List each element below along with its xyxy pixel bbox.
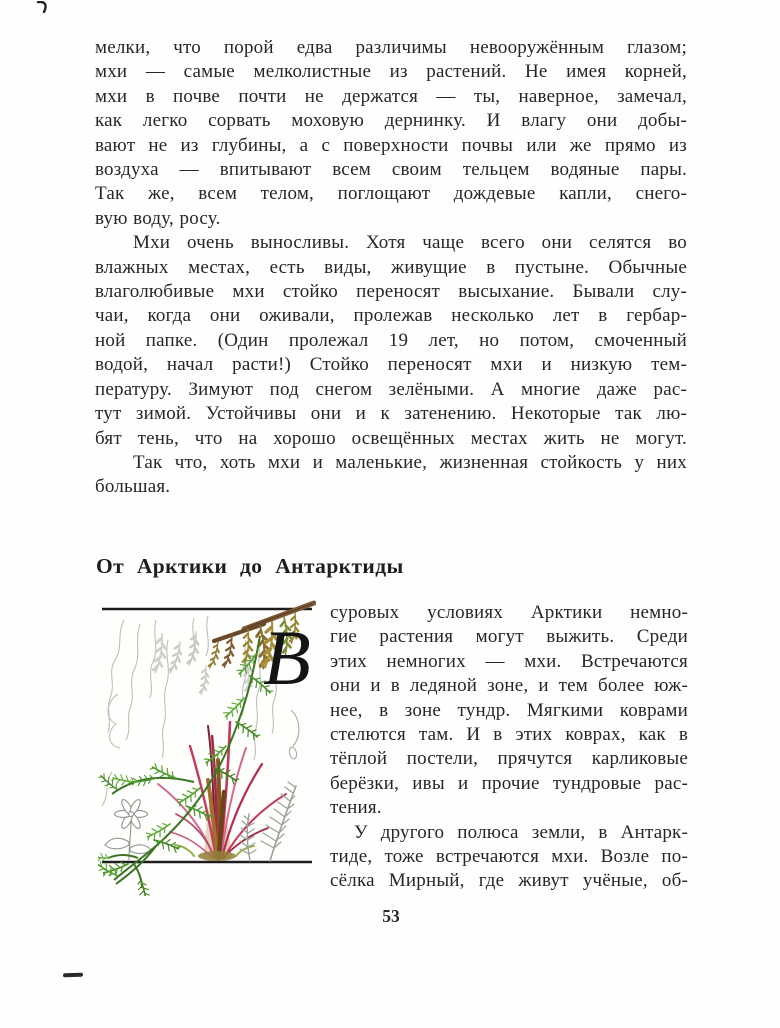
text-line: мелки, что порой едва различимы невооружённым глазом; <box>95 37 687 58</box>
text-line: бят тень, что на хорошо освещённых местах жить не могут. <box>95 427 687 449</box>
paragraph-3 <box>95 451 687 500</box>
text-line: влаголюбивые мхи стойко переносят высыхание. Бывали слу- <box>95 281 687 303</box>
text-line: вают не из глубины, а с поверхности почвы или же прямо из <box>95 134 687 156</box>
scan-artifact-bottom <box>63 973 83 978</box>
text-line: стелются там. И в этих коврах, как в <box>330 724 688 746</box>
text-line: этих немногих — мхи. Встречаются <box>330 650 688 672</box>
scan-artifact-top <box>36 0 50 18</box>
red-grass-tuft <box>158 722 286 861</box>
text-line: суровых условиях Арктики немно- <box>330 602 688 623</box>
text-line: тения. <box>330 797 382 819</box>
text-line: мхи в почве почти не держатся — ты, наверное, замечал, <box>95 85 687 107</box>
section-heading: От Арктики до Антарктиды <box>96 554 404 578</box>
text-line: сёлка Мирный, где живут учёные, об- <box>330 870 688 892</box>
page-number: 53 <box>382 906 400 926</box>
text-line: большая. <box>95 476 171 498</box>
text-line: тут зимой. Устойчивы они и к затенению. Некоторые так лю- <box>95 403 687 425</box>
text-line: Мхи очень выносливы. Хотя чаще всего они селятся во <box>133 232 687 254</box>
sketch-outlines <box>102 616 276 806</box>
text-line: тиде, тоже встречаются мхи. Возле по- <box>330 846 688 868</box>
text-line: как легко сорвать моховую дернинку. И влагу они добы- <box>95 110 687 132</box>
text-line: пературу. Зимуют под снегом зелёными. А многие даже рас- <box>95 378 687 400</box>
text-line: нее, в зоне тундр. Мягкими коврами <box>330 699 688 721</box>
text-line: ной папке. (Один пролежал 19 лет, но потом, смоченный <box>95 329 687 351</box>
main-text-block <box>95 36 687 500</box>
text-line: Так что, хоть мхи и маленькие, жизненная стойкость у них <box>133 451 687 473</box>
text-line: они и в ледяной зоне, и тем более юж- <box>330 675 688 697</box>
text-line: гие растения могут выжить. Среди <box>330 626 688 648</box>
text-line: водой, начал расти!) Стойко переносят мхи и низкую тем- <box>95 354 687 376</box>
dropcap-letter: В <box>263 614 311 701</box>
column-paragraph-1 <box>330 601 688 821</box>
text-line: воздуха — впитывают всем своим тельцем водяные пары. <box>95 159 687 181</box>
column-paragraph-2 <box>330 821 688 894</box>
moss-capsule-sketch <box>288 710 299 760</box>
text-line: тёплой постели, прячутся карликовые <box>330 748 688 770</box>
text-line: влажных местах, есть виды, живущие в пустыне. Обычные <box>95 256 687 278</box>
text-line: берёзки, ивы и прочие тундровые рас- <box>330 772 688 794</box>
figure-text-column <box>330 601 688 894</box>
gray-fern-sketch <box>240 782 296 861</box>
text-line: У другого полюса земли, в Антарк- <box>354 821 688 843</box>
text-line: вую воду, росу. <box>95 207 221 229</box>
text-line: мхи — самые мелколистные из растений. Не имея корней, <box>95 61 687 83</box>
flower-outline <box>105 798 151 860</box>
text-line: Так же, всем телом, поглощают дождевые капли, снего- <box>95 183 687 205</box>
text-line: чаи, когда они оживали, пролежав несколько лет в гербар- <box>95 305 687 327</box>
paragraph-1 <box>95 36 687 231</box>
paragraph-2 <box>95 231 687 451</box>
